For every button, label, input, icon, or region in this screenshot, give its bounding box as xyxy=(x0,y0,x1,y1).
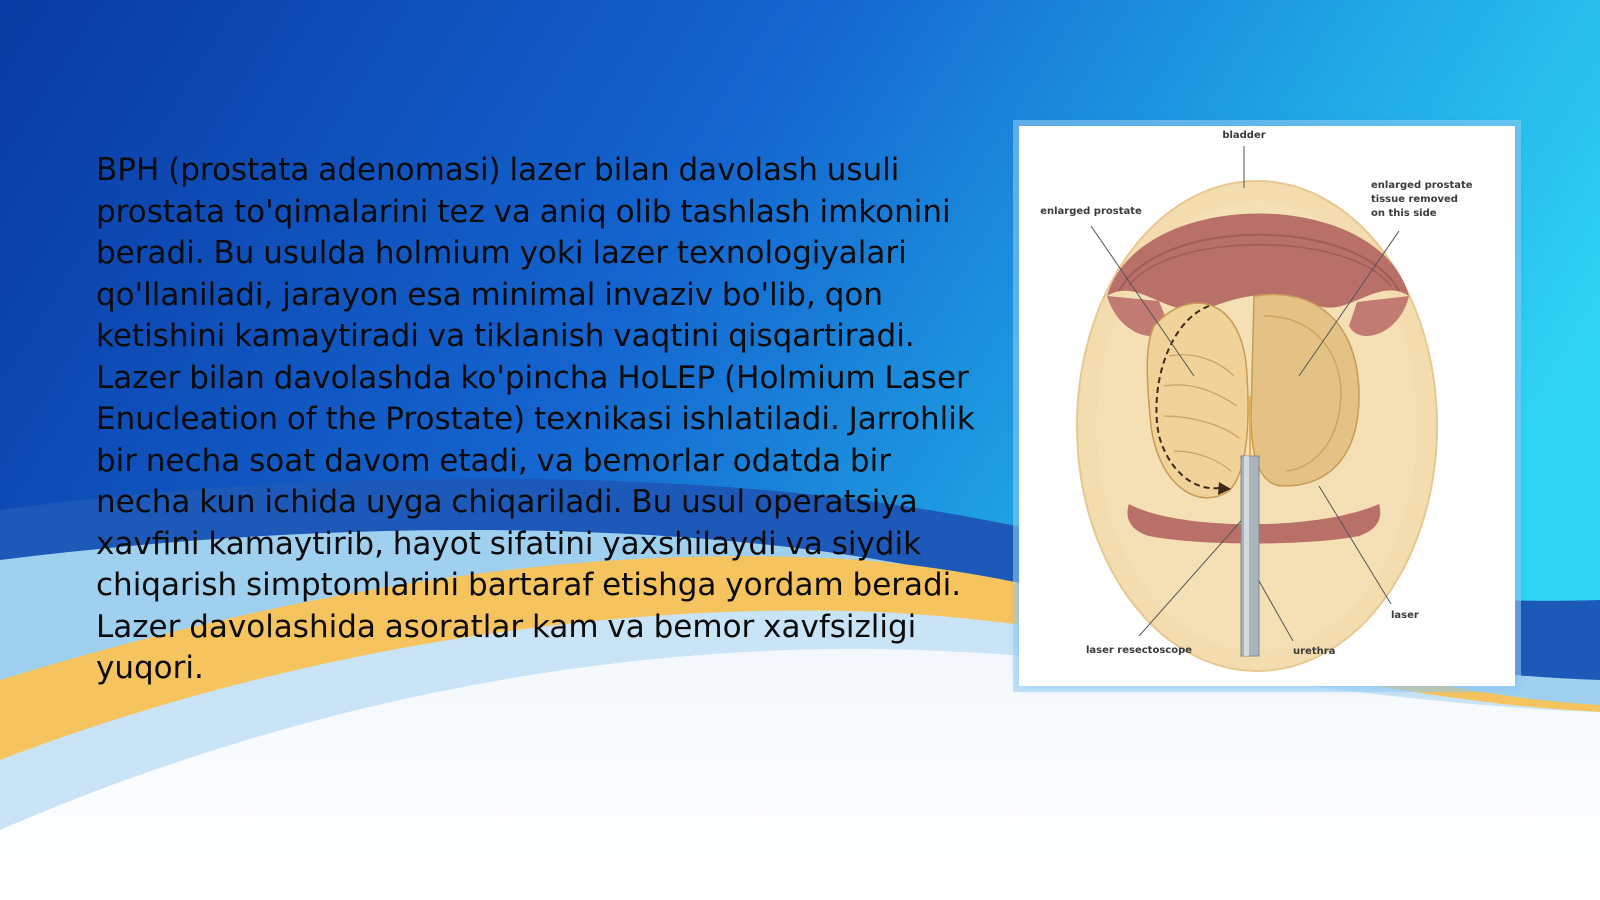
label-urethra: urethra xyxy=(1293,646,1336,657)
slide-body-text: BPH (prostata adenomasi) lazer bilan davolash usuli prostata to'qimalarini tez va aniq olib tashlash imkonini beradi. Bu usulda holmium yoki lazer texnologiyalari qo'llaniladi, jarayon esa minimal invaziv bo'lib, qon ketishini kamaytiradi va tiklanish vaqtini qisqartiradi. Lazer bilan davolashda ko'pincha HoLEP (Holmium Laser Enucleation of the Prostate) texnikasi ishlatiladi. Jarrohlik bir necha soat davom etadi, va bemorlar odatda bir necha kun ichida uyga chiqariladi. Bu usul operatsiya xavfini kamaytirib, hayot sifatini yaxshilaydi va siydik chiqarish simptomlarini bartaraf etishga yordam beradi. Lazer davolashida asoratlar kam va bemor xavfsizligi yuqori. xyxy=(96,152,975,686)
label-bladder: bladder xyxy=(1222,130,1266,141)
label-laser: laser xyxy=(1391,610,1419,621)
laser-resectoscope-shaft xyxy=(1241,456,1259,656)
label-removed-line3: on this side xyxy=(1371,208,1437,219)
label-removed-line1: enlarged prostate xyxy=(1371,180,1473,191)
label-removed-line2: tissue removed xyxy=(1371,194,1458,205)
label-enlarged-prostate: enlarged prostate xyxy=(1040,206,1142,217)
prostate-laser-diagram xyxy=(1019,126,1515,686)
label-laser-resectoscope: laser resectoscope xyxy=(1085,645,1193,656)
